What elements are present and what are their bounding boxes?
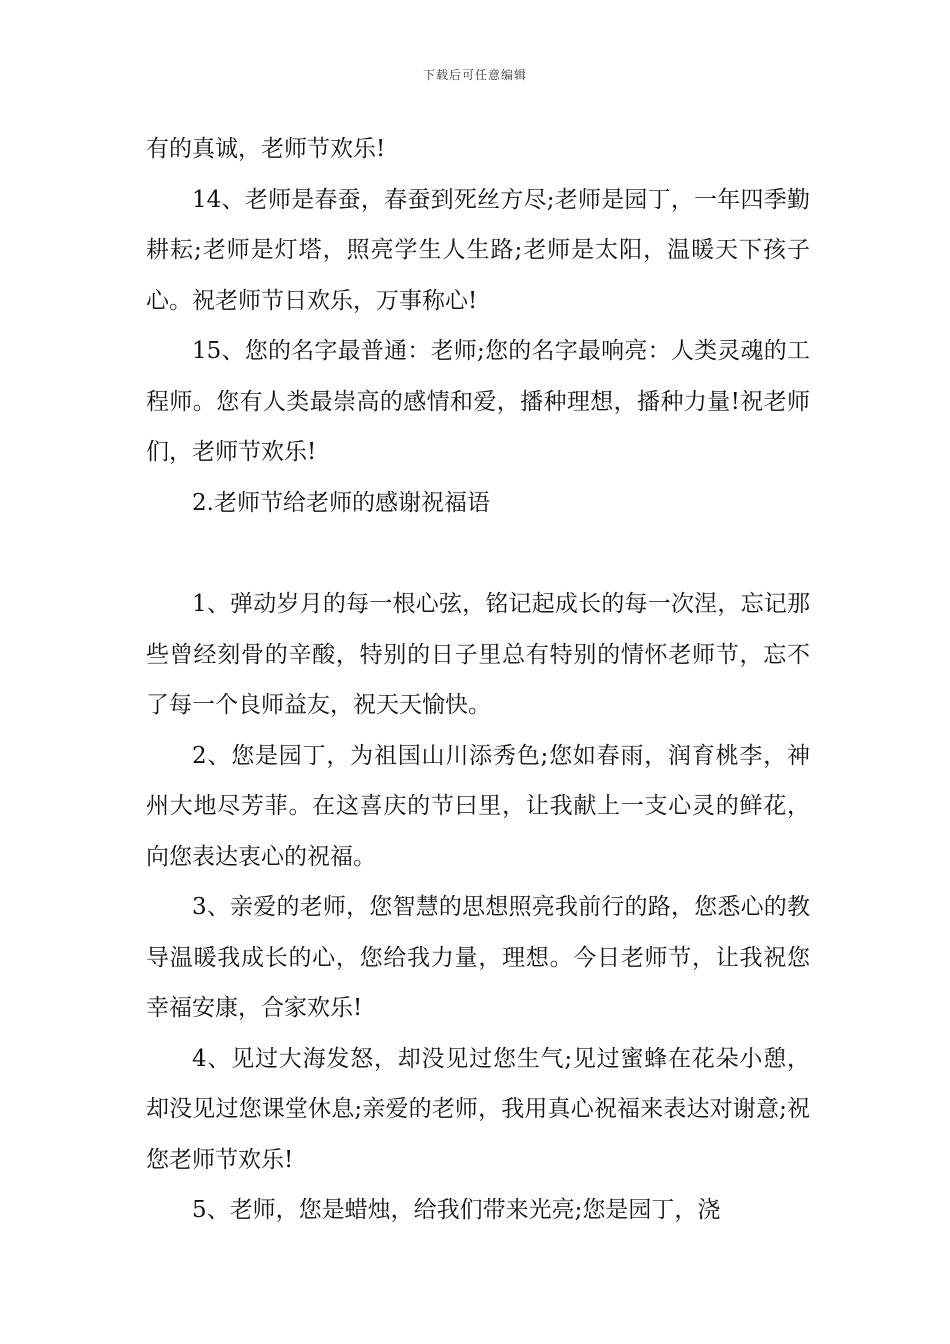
paragraph-2: 2、您是园丁，为祖国山川添秀色;您如春雨，润育桃李，神州大地尽芳菲。在这喜庆的节曰里，让我献上一支心灵的鲜花，向您表达衷心的祝福。 [146,742,810,870]
blank-line [146,528,810,579]
document-body [146,124,810,1236]
paragraph-3: 3、亲爱的老师，您智慧的思想照亮我前行的路，您悉心的教导温暖我成长的心，您给我力量，理想。今日老师节，让我祝您幸福安康，合家欢乐! [146,894,810,1021]
paragraph-5: 5、老师，您是蜡烛，给我们带来光亮;您是园丁，浇 [192,1197,721,1223]
page-header-note: 下载后可任意编辑 [422,68,527,82]
paragraph-1: 1、弹动岁月的每一根心弦，铭记起成长的每一次涅，忘记那些曾经刻骨的辛酸，特别的日子里总有特别的情怀老师节，忘不了每一个良师益友，祝天天愉快。 [146,591,810,718]
paragraph-4: 4、见过大海发怒，却没见过您生气;见过蜜蜂在花朵小憩，却没见过您课堂休息;亲爱的老师，我用真心祝福来表达对谢意;祝您老师节欢乐! [146,1045,810,1173]
paragraph-15: 15、您的名字最普通：老师;您的名字最响亮：人类灵魂的工程师。您有人类最崇高的感情和爱，播种理想，播种力量!祝老师们，老师节欢乐! [146,338,810,465]
paragraph-14: 14、老师是春蚕，春蚕到死丝方尽;老师是园丁，一年四季勤耕耘;老师是灯塔，照亮学生人生路;老师是太阳，温暖天下孩子心。祝老师节日欢乐，万事称心! [146,186,810,314]
section-heading: 2.老师节给老师的感谢祝福语 [192,489,490,516]
paragraph-continuation: 有的真诚，老师节欢乐! [146,136,386,162]
